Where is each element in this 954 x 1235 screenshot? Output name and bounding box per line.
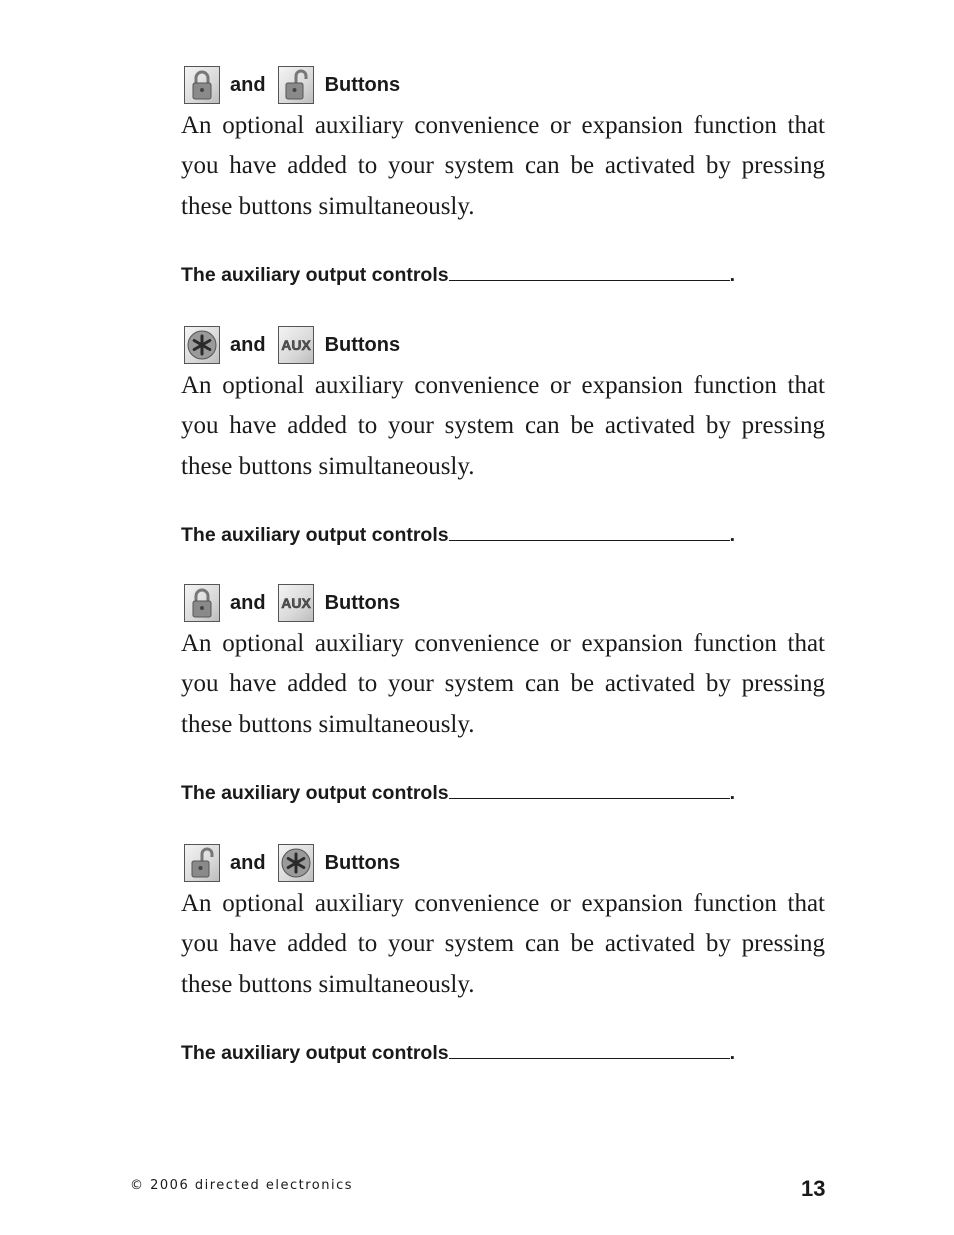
note-text: The auxiliary output controls [181, 263, 449, 286]
section-body: An optional auxiliary convenience or expansion function that you have added to your system can be activated by pressing these buttons simultaneously. [181, 372, 825, 480]
note-period: . [729, 781, 736, 804]
page-number: 13 [801, 1176, 826, 1201]
and-label: and [230, 333, 266, 356]
aux-icon [278, 326, 314, 364]
button-combo-section [181, 325, 825, 547]
buttons-label: Buttons [324, 591, 401, 614]
section-heading [184, 65, 825, 105]
note-text: The auxiliary output controls [181, 781, 449, 804]
section-heading [184, 843, 825, 883]
fill-in-note [181, 780, 825, 805]
aux-icon-text: AUX [280, 595, 311, 611]
fill-in-blank [449, 780, 730, 799]
section-body: An optional auxiliary convenience or expansion function that you have added to your system can be activated by pressing these buttons simultaneously. [181, 890, 825, 998]
unlock-icon [278, 66, 314, 104]
fill-in-blank [449, 1040, 730, 1059]
lock-icon [184, 66, 220, 104]
fill-in-blank [449, 522, 730, 541]
fill-in-note [181, 1040, 825, 1065]
note-period: . [729, 1041, 736, 1064]
section-body: An optional auxiliary convenience or expansion function that you have added to your system can be activated by pressing these buttons simultaneously. [181, 630, 825, 738]
and-label: and [230, 591, 266, 614]
buttons-label: Buttons [324, 73, 401, 96]
and-label: and [230, 73, 266, 96]
fill-in-note [181, 262, 825, 287]
unlock-icon [184, 844, 220, 882]
asterisk-icon [184, 326, 220, 364]
section-body: An optional auxiliary convenience or expansion function that you have added to your system can be activated by pressing these buttons simultaneously. [181, 112, 825, 220]
aux-icon-text: AUX [280, 337, 311, 353]
fill-in-note [181, 522, 825, 547]
fill-in-blank [449, 262, 730, 281]
section-heading [184, 325, 825, 365]
button-combo-section [181, 843, 825, 1065]
aux-icon [278, 584, 314, 622]
section-heading [184, 583, 825, 623]
buttons-label: Buttons [324, 851, 401, 874]
button-combo-section [181, 65, 825, 287]
asterisk-icon [278, 844, 314, 882]
buttons-label: Buttons [324, 333, 401, 356]
note-text: The auxiliary output controls [181, 1041, 449, 1064]
note-period: . [729, 263, 736, 286]
button-combo-section [181, 583, 825, 805]
note-period: . [729, 523, 736, 546]
and-label: and [230, 851, 266, 874]
lock-icon [184, 584, 220, 622]
copyright-footer: © 2006 directed electronics [130, 1178, 354, 1193]
note-text: The auxiliary output controls [181, 523, 449, 546]
